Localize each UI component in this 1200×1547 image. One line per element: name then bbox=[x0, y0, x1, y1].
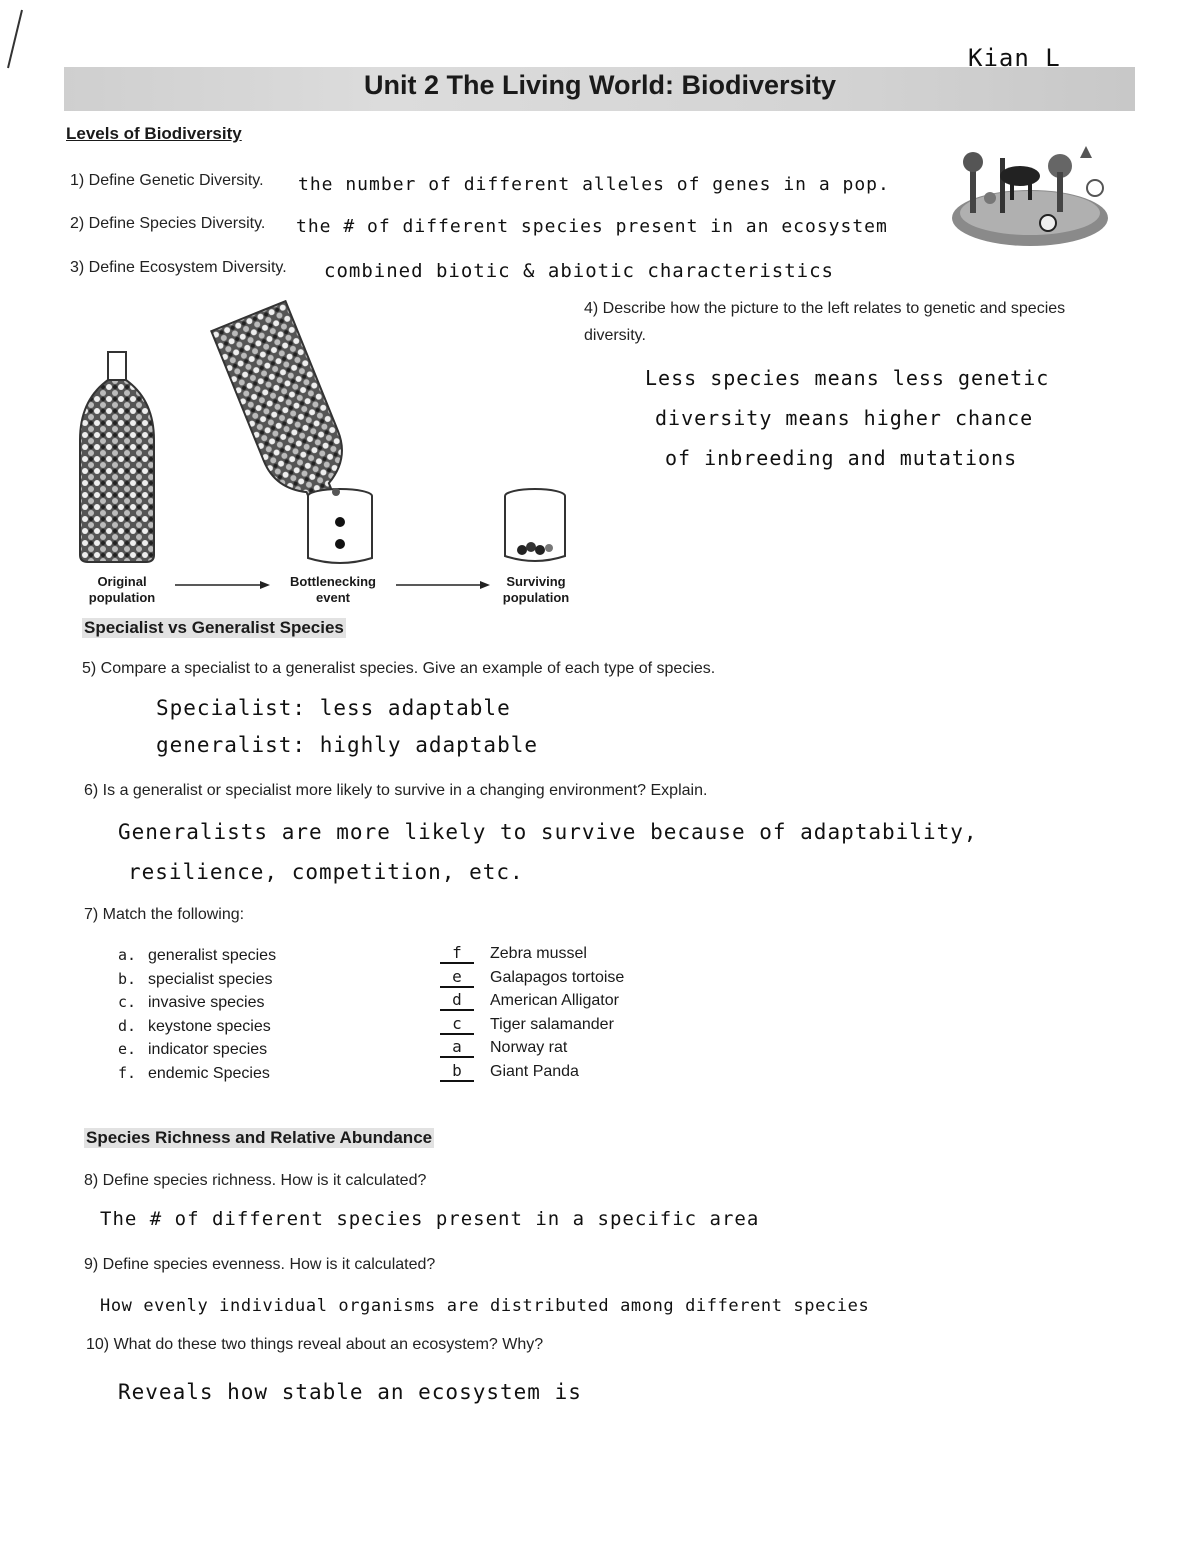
q10-answer[interactable]: Reveals how stable an ecosystem is bbox=[118, 1380, 582, 1404]
arrow-1 bbox=[175, 581, 270, 589]
q4-question-line2: diversity. bbox=[584, 327, 646, 344]
page-title: Unit 2 The Living World: Biodiversity bbox=[363, 70, 837, 100]
q6-answer-line2[interactable]: resilience, competition, etc. bbox=[128, 860, 524, 884]
section-spec-gen-heading: Specialist vs Generalist Species bbox=[84, 618, 344, 637]
term-row: c. invasive species bbox=[118, 993, 265, 1011]
q9-question: 9) Define species evenness. How is it calculated? bbox=[84, 1256, 436, 1273]
term-row: f. endemic Species bbox=[118, 1063, 270, 1082]
q9-answer[interactable]: How evenly individual organisms are distributed among different species bbox=[100, 1296, 870, 1316]
original-bottle bbox=[80, 352, 154, 562]
q2-answer[interactable]: the # of different species present in an ecosystem bbox=[296, 216, 888, 237]
term-row: d. keystone species bbox=[118, 1016, 271, 1035]
q7-terms-list bbox=[118, 944, 276, 1085]
label-original: Original population bbox=[88, 574, 156, 605]
label-bottleneck: Bottlenecking event bbox=[290, 574, 376, 605]
term-row: a. generalist species bbox=[118, 946, 277, 964]
biodiversity-illustration bbox=[940, 128, 1120, 253]
term-row: b. specialist species bbox=[118, 969, 273, 988]
match-row: a Norway rat bbox=[440, 1036, 624, 1060]
q5-question: 5) Compare a specialist to a generalist species. Give an example of each type of species. bbox=[82, 660, 716, 677]
q4-question-line1: 4) Describe how the picture to the left relates to genetic and species bbox=[584, 300, 1066, 317]
arrow-2 bbox=[396, 581, 490, 589]
match-row: f Zebra mussel bbox=[440, 942, 624, 966]
q8-question: 8) Define species richness. How is it calculated? bbox=[84, 1172, 427, 1189]
match-blank[interactable]: b bbox=[440, 1062, 474, 1082]
match-row: b Giant Panda bbox=[440, 1060, 624, 1084]
label-surviving: Surviving population bbox=[502, 574, 570, 605]
q6-answer-line1[interactable]: Generalists are more likely to survive because of adaptability, bbox=[118, 820, 978, 844]
match-blank[interactable]: e bbox=[440, 968, 474, 988]
q4-answer-line3[interactable]: of inbreeding and mutations bbox=[665, 446, 1018, 470]
q4-answer-line1[interactable]: Less species means less genetic bbox=[645, 366, 1050, 390]
match-row: e Galapagos tortoise bbox=[440, 966, 624, 990]
match-blank[interactable]: a bbox=[440, 1038, 474, 1058]
q5-answer-line1[interactable]: Specialist: less adaptable bbox=[156, 696, 511, 720]
match-row: d American Alligator bbox=[440, 989, 624, 1013]
q2-question: 2) Define Species Diversity. bbox=[70, 215, 266, 232]
q3-question: 3) Define Ecosystem Diversity. bbox=[70, 259, 287, 276]
student-name: Kian L bbox=[968, 44, 1061, 72]
q7-items-list bbox=[440, 942, 624, 1083]
q1-question: 1) Define Genetic Diversity. bbox=[70, 172, 264, 189]
q3-answer[interactable]: combined biotic & abiotic characteristics bbox=[324, 260, 834, 282]
match-blank[interactable]: c bbox=[440, 1015, 474, 1035]
term-row: e. indicator species bbox=[118, 1040, 268, 1058]
pen-mark bbox=[0, 0, 30, 80]
q7-question: 7) Match the following: bbox=[84, 906, 245, 923]
bottleneck-jar bbox=[308, 488, 372, 563]
q4-answer-line2[interactable]: diversity means higher chance bbox=[655, 406, 1034, 430]
bottleneck-figure bbox=[70, 300, 590, 590]
section-levels-heading: Levels of Biodiversity bbox=[66, 124, 242, 143]
match-row: c Tiger salamander bbox=[440, 1013, 624, 1037]
surviving-jar bbox=[505, 489, 565, 561]
q8-answer[interactable]: The # of different species present in a specific area bbox=[100, 1208, 760, 1230]
q10-question: 10) What do these two things reveal about an ecosystem? Why? bbox=[86, 1336, 544, 1353]
q1-answer[interactable]: the number of different alleles of genes in a pop. bbox=[298, 174, 890, 195]
q5-answer-line2[interactable]: generalist: highly adaptable bbox=[156, 733, 539, 757]
section-richness-heading: Species Richness and Relative Abundance bbox=[86, 1128, 433, 1147]
match-blank[interactable]: f bbox=[440, 944, 474, 964]
match-blank[interactable]: d bbox=[440, 991, 474, 1011]
q6-question: 6) Is a generalist or specialist more likely to survive in a changing environment? Explain. bbox=[84, 782, 708, 799]
